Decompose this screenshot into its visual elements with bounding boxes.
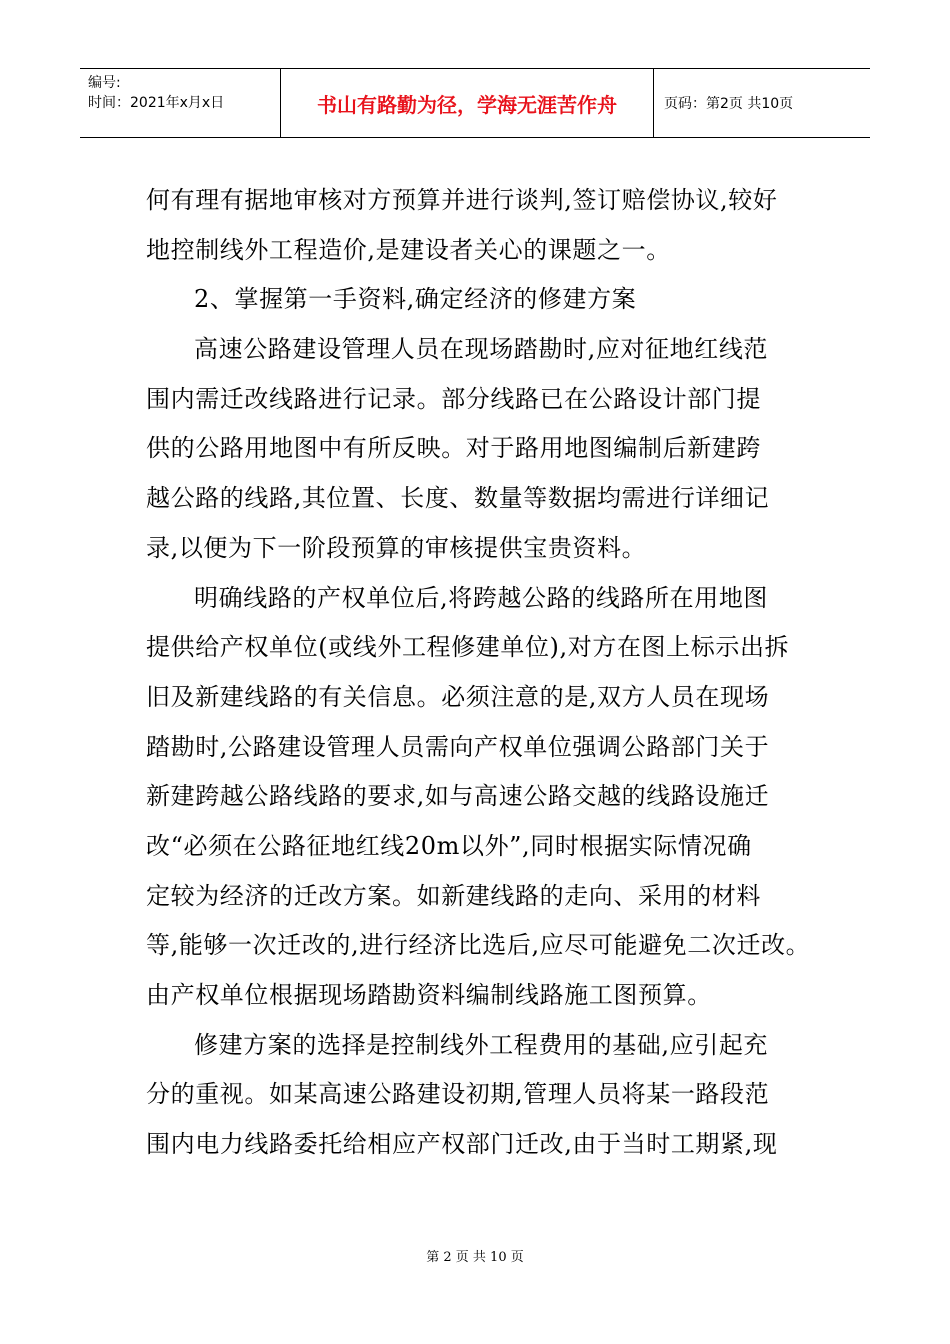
page-info: 页码：第2页 共10页: [664, 96, 794, 112]
page-footer: [0, 1246, 950, 1265]
number-label: 编号:: [88, 75, 121, 91]
text-line: 围内需迁改线路进行记录。部分线路已在公路设计部门提: [146, 384, 761, 413]
text-line: 录,以便为下一阶段预算的审核提供宝贵资料。: [146, 533, 647, 562]
text-line: 新建跨越公路线路的要求,如与高速公路交越的线路设施迁: [146, 782, 770, 811]
footer-page-number: 第 2 页 共 10 页: [426, 1250, 524, 1265]
text-line: 分的重视。如某高速公路建设初期,管理人员将某一路段范: [146, 1080, 770, 1109]
text-line: 修建方案的选择是控制线外工程费用的基础,应引起充: [194, 1030, 769, 1059]
text-line: 踏勘时,公路建设管理人员需向产权单位强调公路部门关于: [146, 732, 770, 761]
text-line: 明确线路的产权单位后,将跨越公路的线路所在用地图: [194, 583, 769, 612]
header-meta: [80, 69, 280, 137]
text-line: 地控制线外工程造价,是建设者关心的课题之一。: [146, 235, 671, 264]
header-motto-cell: [280, 69, 654, 137]
text-line: 旧及新建线路的有关信息。必须注意的是,双方人员在现场: [146, 682, 770, 711]
document-body: [146, 176, 816, 1170]
text-line: 何有理有据地审核对方预算并进行谈判,签订赔偿协议,较好: [146, 186, 778, 214]
text-line: 改“必须在公路征地红线20m以外”,同时根据实际情况确: [146, 831, 752, 860]
text-line: 等,能够一次迁改的,进行经济比选后,应尽可能避免二次迁改。: [146, 931, 811, 960]
header-page-info-cell: [654, 69, 870, 137]
text-line: 由产权单位根据现场踏勘资料编制线路施工图预算。: [146, 981, 712, 1009]
text-line: 越公路的线路,其位置、长度、数量等数据均需进行详细记: [146, 484, 770, 513]
text-line: 高速公路建设管理人员在现场踏勘时,应对征地红线范: [194, 335, 769, 364]
text-line: 提供给产权单位(或线外工程修建单位),对方在图上标示出拆: [146, 633, 790, 662]
text-line: 定较为经济的迁改方案。如新建线路的走向、采用的材料: [146, 881, 761, 910]
page-header: [80, 68, 870, 138]
text-line: 围内电力线路委托给相应产权部门迁改,由于当时工期紧,现: [146, 1130, 778, 1159]
text-line: 供的公路用地图中有所反映。对于路用地图编制后新建跨: [146, 434, 761, 463]
motto-text: 书山有路勤为径，学海无涯苦作舟: [317, 92, 617, 117]
text-line: 2、掌握第一手资料,确定经济的修建方案: [194, 285, 637, 314]
time-label: 时间：2021年x月x日: [88, 95, 225, 111]
